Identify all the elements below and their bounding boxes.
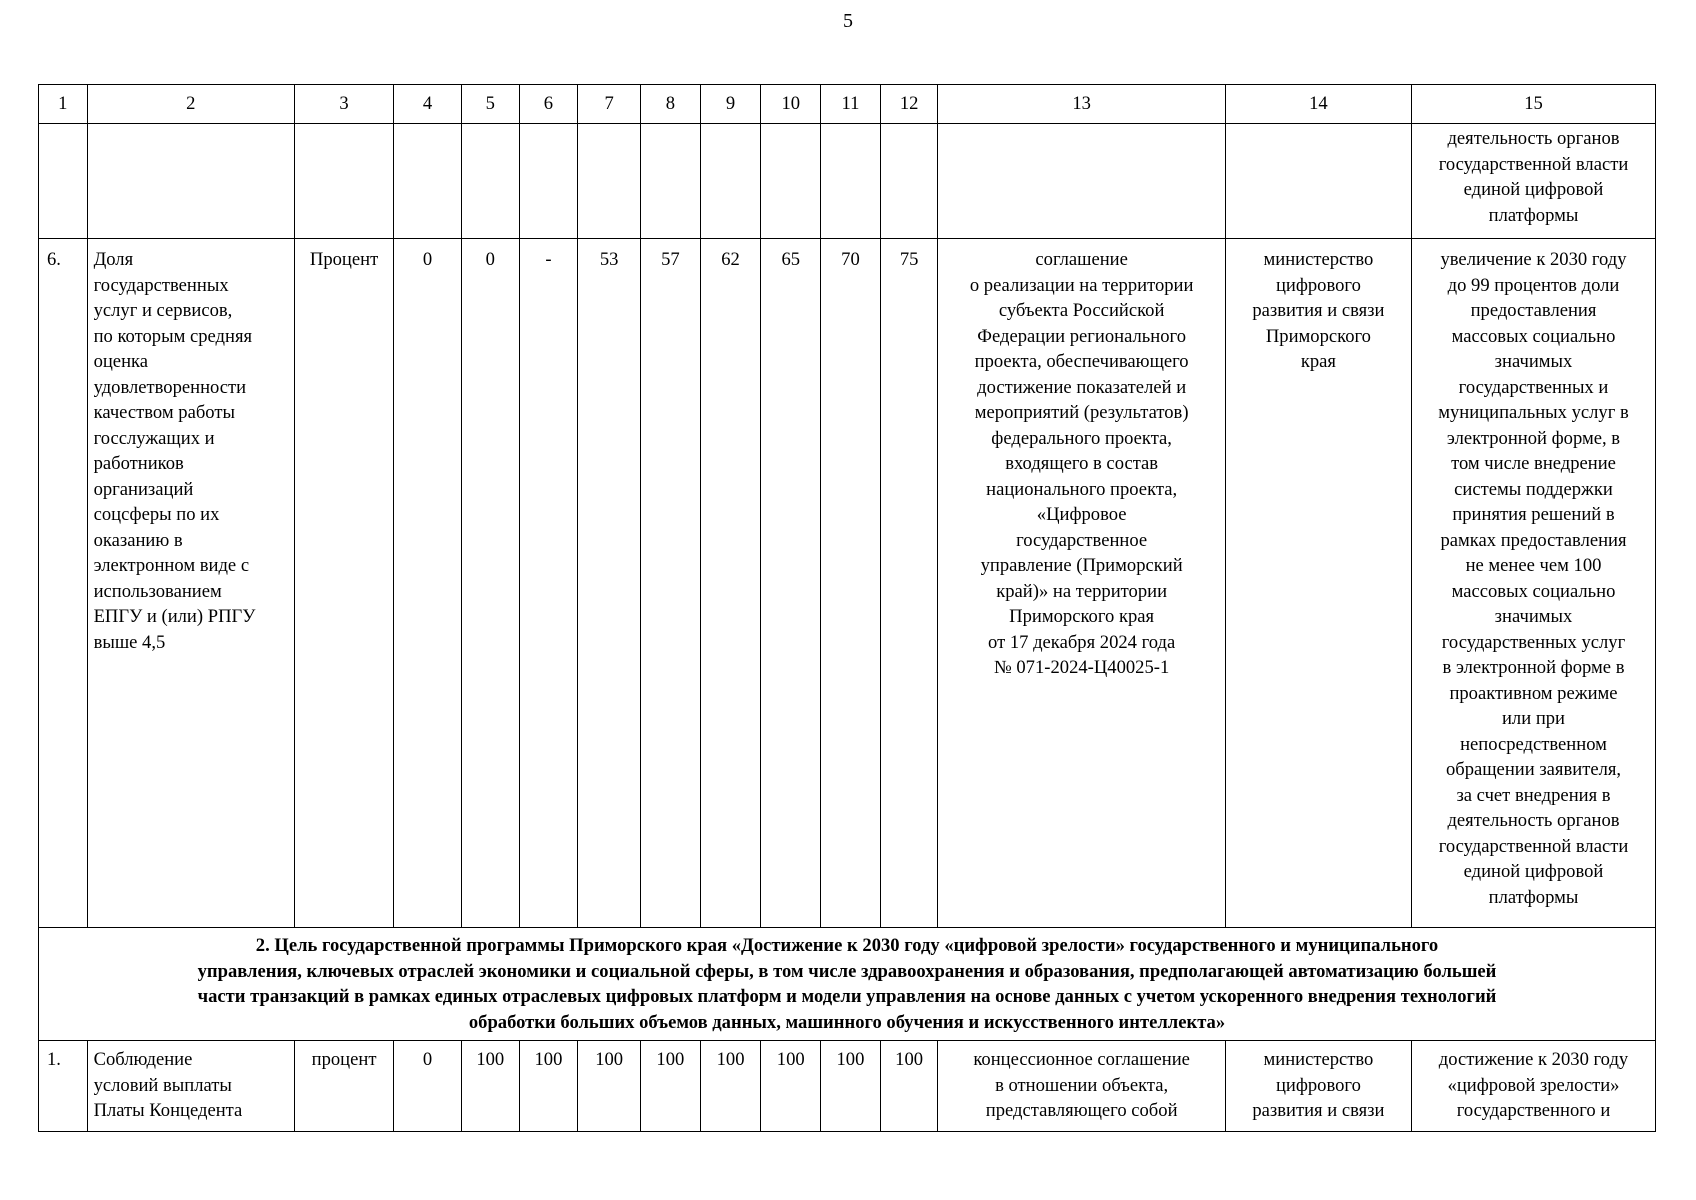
text-line: платформы (1488, 886, 1579, 908)
col-header: 8 (641, 85, 701, 124)
text-line: федерального проекта, (991, 427, 1172, 449)
col-header: 1 (39, 85, 88, 124)
basis-document (938, 239, 1225, 928)
text-line: край)» на территории (996, 580, 1168, 602)
text-line: оценка (93, 351, 149, 372)
text-line: государственное (1016, 529, 1148, 551)
text-line: деятельность органов (1447, 810, 1620, 831)
value-cell: 65 (761, 239, 821, 928)
value-cell: 57 (641, 239, 701, 928)
text-line: условий выплаты (93, 1074, 232, 1096)
text-line: рамках предоставления (1440, 529, 1627, 551)
text-line: электронной форме, в (1446, 427, 1621, 449)
text-line: государственной власти (1438, 835, 1629, 857)
text-line: в отношении объекта, (995, 1074, 1169, 1096)
text-line: государственного и (1456, 1100, 1611, 1121)
value-cell: 100 (880, 1041, 938, 1132)
col-header: 3 (294, 85, 393, 124)
text-line: электронном виде с (93, 555, 250, 576)
text-line: значимых (1494, 351, 1573, 372)
text-line: № 071-2024-Ц40025-1 (994, 657, 1170, 678)
text-line: о реализации на территории (969, 274, 1194, 296)
text-line: до 99 процентов доли (1447, 274, 1620, 296)
text-line: соглашение (1035, 249, 1128, 270)
text-line: цифрового (1275, 1074, 1361, 1096)
page-number: 5 (843, 10, 853, 32)
text-line: Приморского (1265, 325, 1371, 347)
value-cell: 0 (394, 239, 462, 928)
value-cell: 53 (578, 239, 641, 928)
col-header: 13 (938, 85, 1225, 124)
col-header: 10 (761, 85, 821, 124)
text-line: достижение показателей и (977, 376, 1187, 398)
responsible-body (1225, 1041, 1411, 1132)
value-cell: 100 (519, 1041, 578, 1132)
value-cell: 75 (880, 239, 938, 928)
text-line: или при (1501, 708, 1566, 729)
text-line: государственных и (1458, 376, 1609, 398)
row-number: 1. (39, 1041, 88, 1132)
text-line: Приморского края (1009, 606, 1155, 627)
value-cell: 0 (461, 239, 519, 928)
text-line: единой цифровой (1463, 861, 1604, 882)
text-line: удовлетворенности (93, 376, 247, 398)
unit: Процент (294, 239, 393, 928)
text-line: ЕПГУ и (или) РПГУ (93, 606, 256, 627)
text-line: управление (Приморский (980, 555, 1183, 576)
text-line: использованием (93, 580, 222, 602)
text-line: министерство (1263, 1049, 1374, 1070)
value-cell: 100 (641, 1041, 701, 1132)
text-line: государственных услуг (1441, 631, 1626, 653)
value-cell: - (519, 239, 578, 928)
text-line: части транзакций в рамках единых отраслевых цифровых платформ и модели управления на основе данных с учетом ускоренного внедрения технологий (197, 986, 1497, 1007)
text-line: Федерации регионального (977, 325, 1186, 347)
text-line: развития и связи (1252, 300, 1385, 321)
text-line: проекта, обеспечивающего (974, 351, 1189, 372)
text-line: том числе внедрение (1451, 453, 1616, 474)
row-number: 6. (39, 239, 88, 928)
text-line: госслужащих и (93, 427, 215, 449)
text-line: принятия решений в (1452, 504, 1615, 525)
col-header: 6 (519, 85, 578, 124)
text-line: соцсферы по их (93, 504, 220, 525)
text-line: непосредственном (1460, 733, 1607, 755)
text-line: Доля (93, 249, 134, 270)
basis-document (938, 1041, 1225, 1132)
text-line: «цифровой зрелости» (1447, 1074, 1620, 1096)
text-line: края (1300, 351, 1336, 372)
responsible-body (1225, 239, 1411, 928)
unit: процент (294, 1041, 393, 1132)
text-line: государственных (93, 274, 229, 296)
text-line: цифрового (1275, 274, 1361, 296)
text-line: управления, ключевых отраслей экономики и социальной сферы, в том числе здравоохранения и образования, предполагающей автоматизацию большей (197, 960, 1497, 982)
header-row (39, 85, 1656, 124)
text-line: «Цифровое (1036, 504, 1127, 525)
table-row (39, 1041, 1656, 1132)
text-line: деятельность органов (1447, 128, 1620, 149)
value-cell: 100 (700, 1041, 761, 1132)
value-cell: 70 (821, 239, 881, 928)
text-line: платформы (1488, 204, 1579, 226)
value-cell: 62 (700, 239, 761, 928)
link-text (1412, 1041, 1656, 1132)
col-header: 2 (87, 85, 294, 124)
text-line: массовых социально (1451, 580, 1616, 602)
text-line: входящего в состав (1005, 453, 1159, 474)
table-row-continued (39, 124, 1656, 239)
table-row (39, 239, 1656, 928)
col-header: 7 (578, 85, 641, 124)
col-header: 14 (1225, 85, 1411, 124)
text-line: выше 4,5 (93, 631, 166, 653)
text-line: развития и связи (1252, 1100, 1385, 1121)
text-line: национального проекта, (986, 478, 1178, 500)
text-line: единой цифровой (1463, 179, 1604, 200)
text-line: услуг и сервисов, (93, 300, 233, 321)
col-header: 5 (461, 85, 519, 124)
text-line: муниципальных услуг в (1438, 402, 1629, 423)
text-line: организаций (93, 478, 194, 500)
text-line: обработки больших объемов данных, машинного обучения и искусственного интеллекта» (468, 1011, 1226, 1033)
text-line: системы поддержки (1454, 478, 1613, 500)
text-line: массовых социально (1451, 325, 1616, 347)
text-line: мероприятий (результатов) (974, 402, 1189, 423)
text-line: от 17 декабря 2024 года (988, 631, 1176, 653)
text-line: качеством работы (93, 402, 235, 423)
value-cell: 100 (821, 1041, 881, 1132)
text-line: предоставления (1470, 300, 1597, 321)
link-text (1412, 239, 1656, 928)
value-cell: 0 (394, 1041, 462, 1132)
text-line: Платы Концедента (93, 1100, 243, 1121)
text-line: концессионное соглашение (973, 1049, 1190, 1070)
text-line: увеличение к 2030 году (1440, 249, 1627, 270)
text-line: министерство (1263, 249, 1374, 270)
text-line: достижение к 2030 году (1438, 1049, 1629, 1070)
goal-row (39, 928, 1656, 1041)
text-line: не менее чем 100 (1465, 555, 1602, 576)
indicators-table (38, 84, 1656, 1132)
col-header: 12 (880, 85, 938, 124)
col-header: 4 (394, 85, 462, 124)
indicator-name (87, 239, 294, 928)
value-cell: 100 (461, 1041, 519, 1132)
text-line: представляющего собой (985, 1100, 1178, 1121)
goal-heading (39, 928, 1656, 1041)
indicator-name (87, 1041, 294, 1132)
text-line: за счет внедрения в (1456, 784, 1611, 806)
text-line: по которым средняя (93, 325, 253, 347)
text-line: Соблюдение (93, 1049, 193, 1070)
link-text (1412, 124, 1656, 239)
text-line: оказанию в (93, 529, 183, 551)
text-line: значимых (1494, 606, 1573, 627)
col-header: 15 (1412, 85, 1656, 124)
text-line: 2. Цель государственной программы Приморского края «Достижение к 2030 году «цифровой зрелости» государственного и муниципального (255, 935, 1439, 956)
value-cell: 100 (761, 1041, 821, 1132)
col-header: 11 (821, 85, 881, 124)
text-line: обращении заявителя, (1445, 759, 1622, 780)
text-line: государственной власти (1438, 153, 1629, 175)
text-line: работников (93, 453, 184, 474)
text-line: проактивном режиме (1449, 682, 1618, 704)
col-header: 9 (700, 85, 761, 124)
text-line: субъекта Российской (998, 300, 1165, 321)
text-line: в электронной форме в (1442, 657, 1625, 678)
value-cell: 100 (578, 1041, 641, 1132)
